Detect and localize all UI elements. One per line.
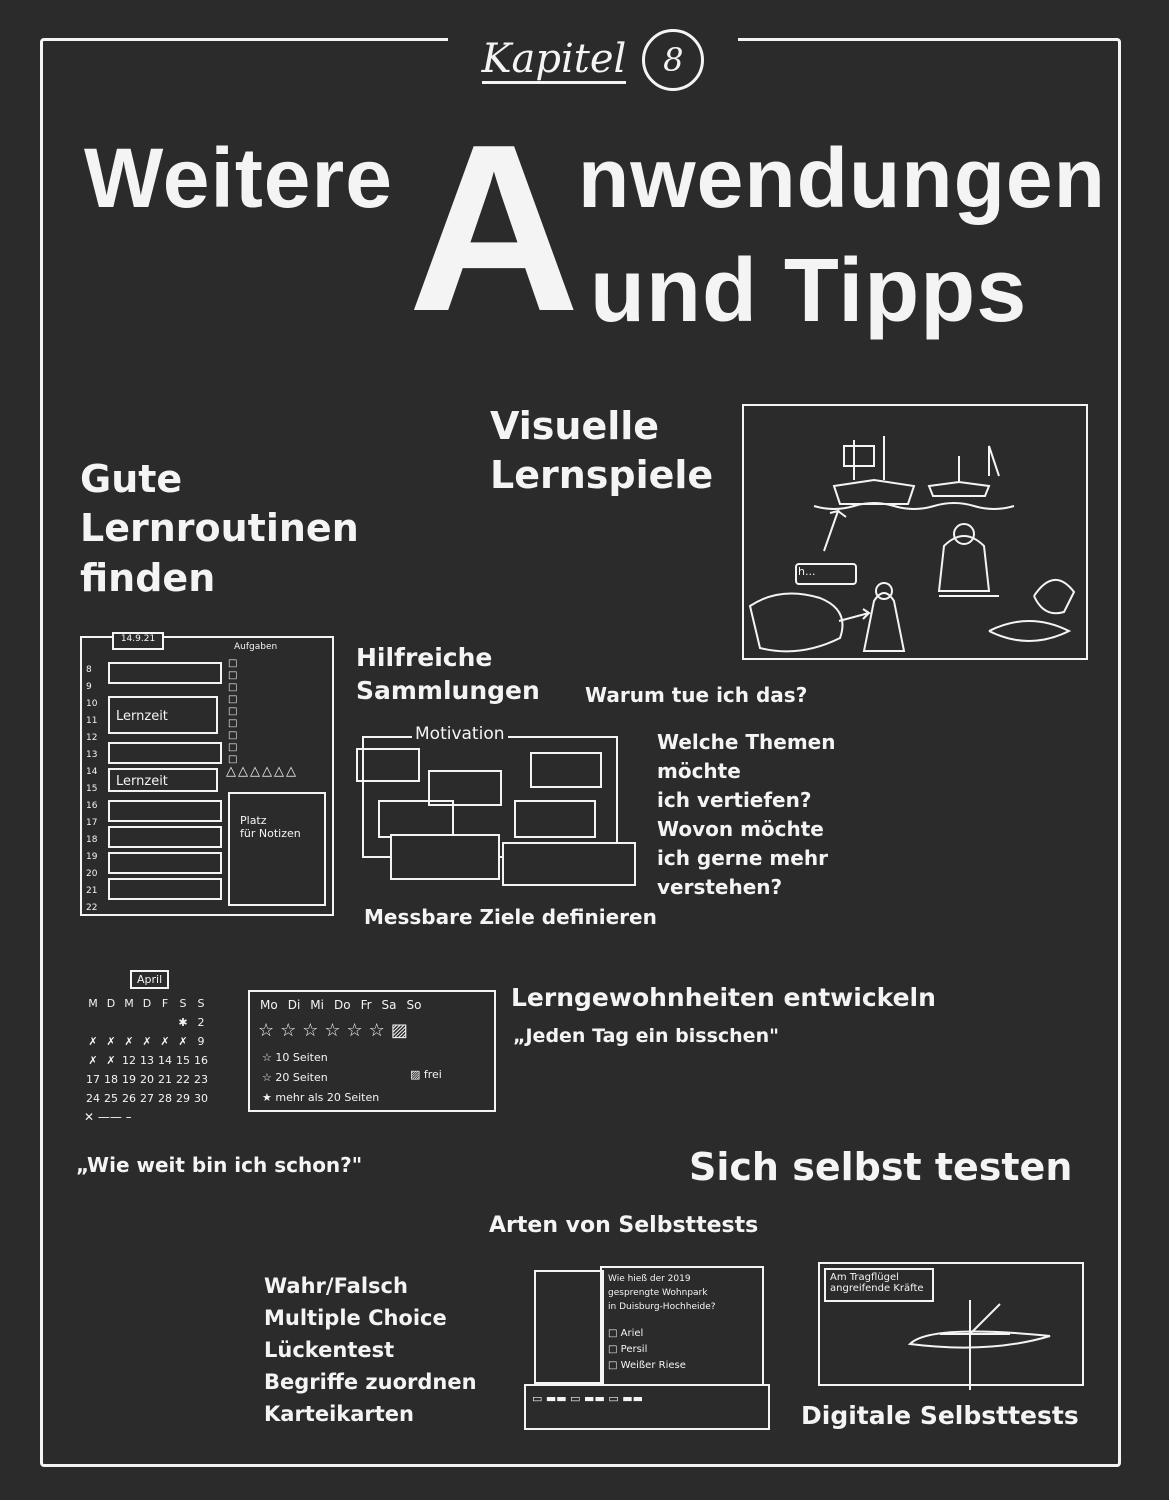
heading-routines: Gute Lernroutinen finden [80,457,359,600]
chapter-word: Kapitel [481,35,627,82]
note-card [530,752,602,788]
ship-label: h... [798,565,816,578]
chapter-header [448,24,738,96]
week-days: Mo Di Mi Do Fr Sa So [260,998,422,1012]
planner-hours: 8 9 10 11 12 13 14 15 16 17 18 19 20 21 22 [86,665,98,913]
planner-date: 14.9.21 [112,632,164,650]
test-type-item: Karteikarten [264,1402,415,1426]
progress-quote: „Wie weit bin ich schon?" [76,1153,363,1177]
note-card [390,834,500,880]
day-planner [80,636,334,916]
quiz-illustration [504,1266,776,1434]
title-anwendungen: nwendungen [578,131,1106,225]
planner-slot [108,852,222,874]
planner-tasks-label: Aufgaben [234,642,278,652]
title-initial: A [408,96,581,361]
merchant-icon [939,536,999,596]
planner-slot [108,800,222,822]
visual-game-illustration [742,404,1088,660]
title-weitere: Weitere [84,131,393,225]
note-card [356,748,420,782]
notes-label: Platz für Notizen [240,814,301,840]
building-icon [534,1270,604,1384]
task-checkboxes: □ □ □ □ □ □ □ □ □ [228,658,238,765]
triangle-row: △△△△△△ [226,764,298,779]
note-card [378,800,454,838]
test-type-item: Wahr/Falsch [264,1274,408,1298]
calendar-grid: M D M D F S S ✱ 2 ✗ ✗ ✗ ✗ ✗ ✗ 9 ✗ ✗ 12 13 14 15 16 17 18 19 20 21 22 23 24 25 26 27 28 29 30 [86,997,208,1105]
note-card [514,800,596,838]
test-type-list [264,1270,477,1430]
wing-drawing [820,1264,1082,1384]
week-legend: ☆ 10 Seiten ☆ 20 Seiten ★ mehr als 20 Seiten [262,1051,380,1104]
heading-visual-games: Visuelle Lernspiele [490,404,714,498]
motivation-label: Motivation [412,724,508,744]
planner-slot [108,742,222,764]
quiz-question: Wie hieß der 2019 gesprengte Wohnpark in Duisburg-Hochheide? [608,1274,716,1312]
figure-icon [864,593,904,651]
note-card [502,842,636,886]
planner-slot-lernzeit-1: Lernzeit [108,696,218,734]
ship-map-drawing [744,406,1086,658]
planner-slot [108,826,222,848]
week-stars: ☆☆☆☆☆☆▨ [258,1020,414,1041]
heading-habits: Lerngewohnheiten entwickeln [511,983,936,1012]
heading-goals: Messbare Ziele definieren [364,905,657,929]
bird-icon [1034,580,1074,613]
week-tracker [248,990,496,1112]
wing-label: Am Tragflügel angreifende Kräfte [824,1268,934,1302]
heading-test-types: Arten von Selbsttests [489,1213,759,1238]
heading-collections: Hilfreiche Sammlungen [356,643,540,705]
calendar-legend: ✕ —— – [84,1110,132,1124]
habits-quote: „Jeden Tag ein bisschen" [513,1025,779,1047]
cloze-card: ▭ ▬▬ ▭ ▬▬ ▭ ▬▬ [524,1384,770,1430]
heading-self-test: Sich selbst testen [689,1145,1073,1189]
ship-icon [834,480,914,504]
motivation-collage [362,724,618,858]
planner-slot [108,878,222,900]
calendar-month: April [130,970,169,989]
wing-illustration [818,1262,1084,1386]
notes-box [228,792,326,906]
title-und-tipps: und Tipps [590,241,1028,341]
heading-questions: Welche Themen möchte ich vertiefen? Wovon möchte ich gerne mehr verstehen? [657,730,836,899]
quiz-options: □ Ariel □ Persil □ Weißer Riese [608,1328,686,1371]
quiz-card [600,1266,764,1386]
chapter-number: 8 [642,29,704,91]
free-label: ▨ frei [410,1068,442,1081]
heading-why: Warum tue ich das? [585,683,808,707]
planner-slot [108,662,222,684]
test-type-item: Lückentest [264,1338,395,1362]
test-type-item: Multiple Choice [264,1306,447,1330]
test-type-item: Begriffe zuordnen [264,1370,477,1394]
heading-digital: Digitale Selbsttests [801,1401,1079,1430]
planner-slot-lernzeit-2: Lernzeit [108,768,218,792]
map-icon [750,594,843,652]
